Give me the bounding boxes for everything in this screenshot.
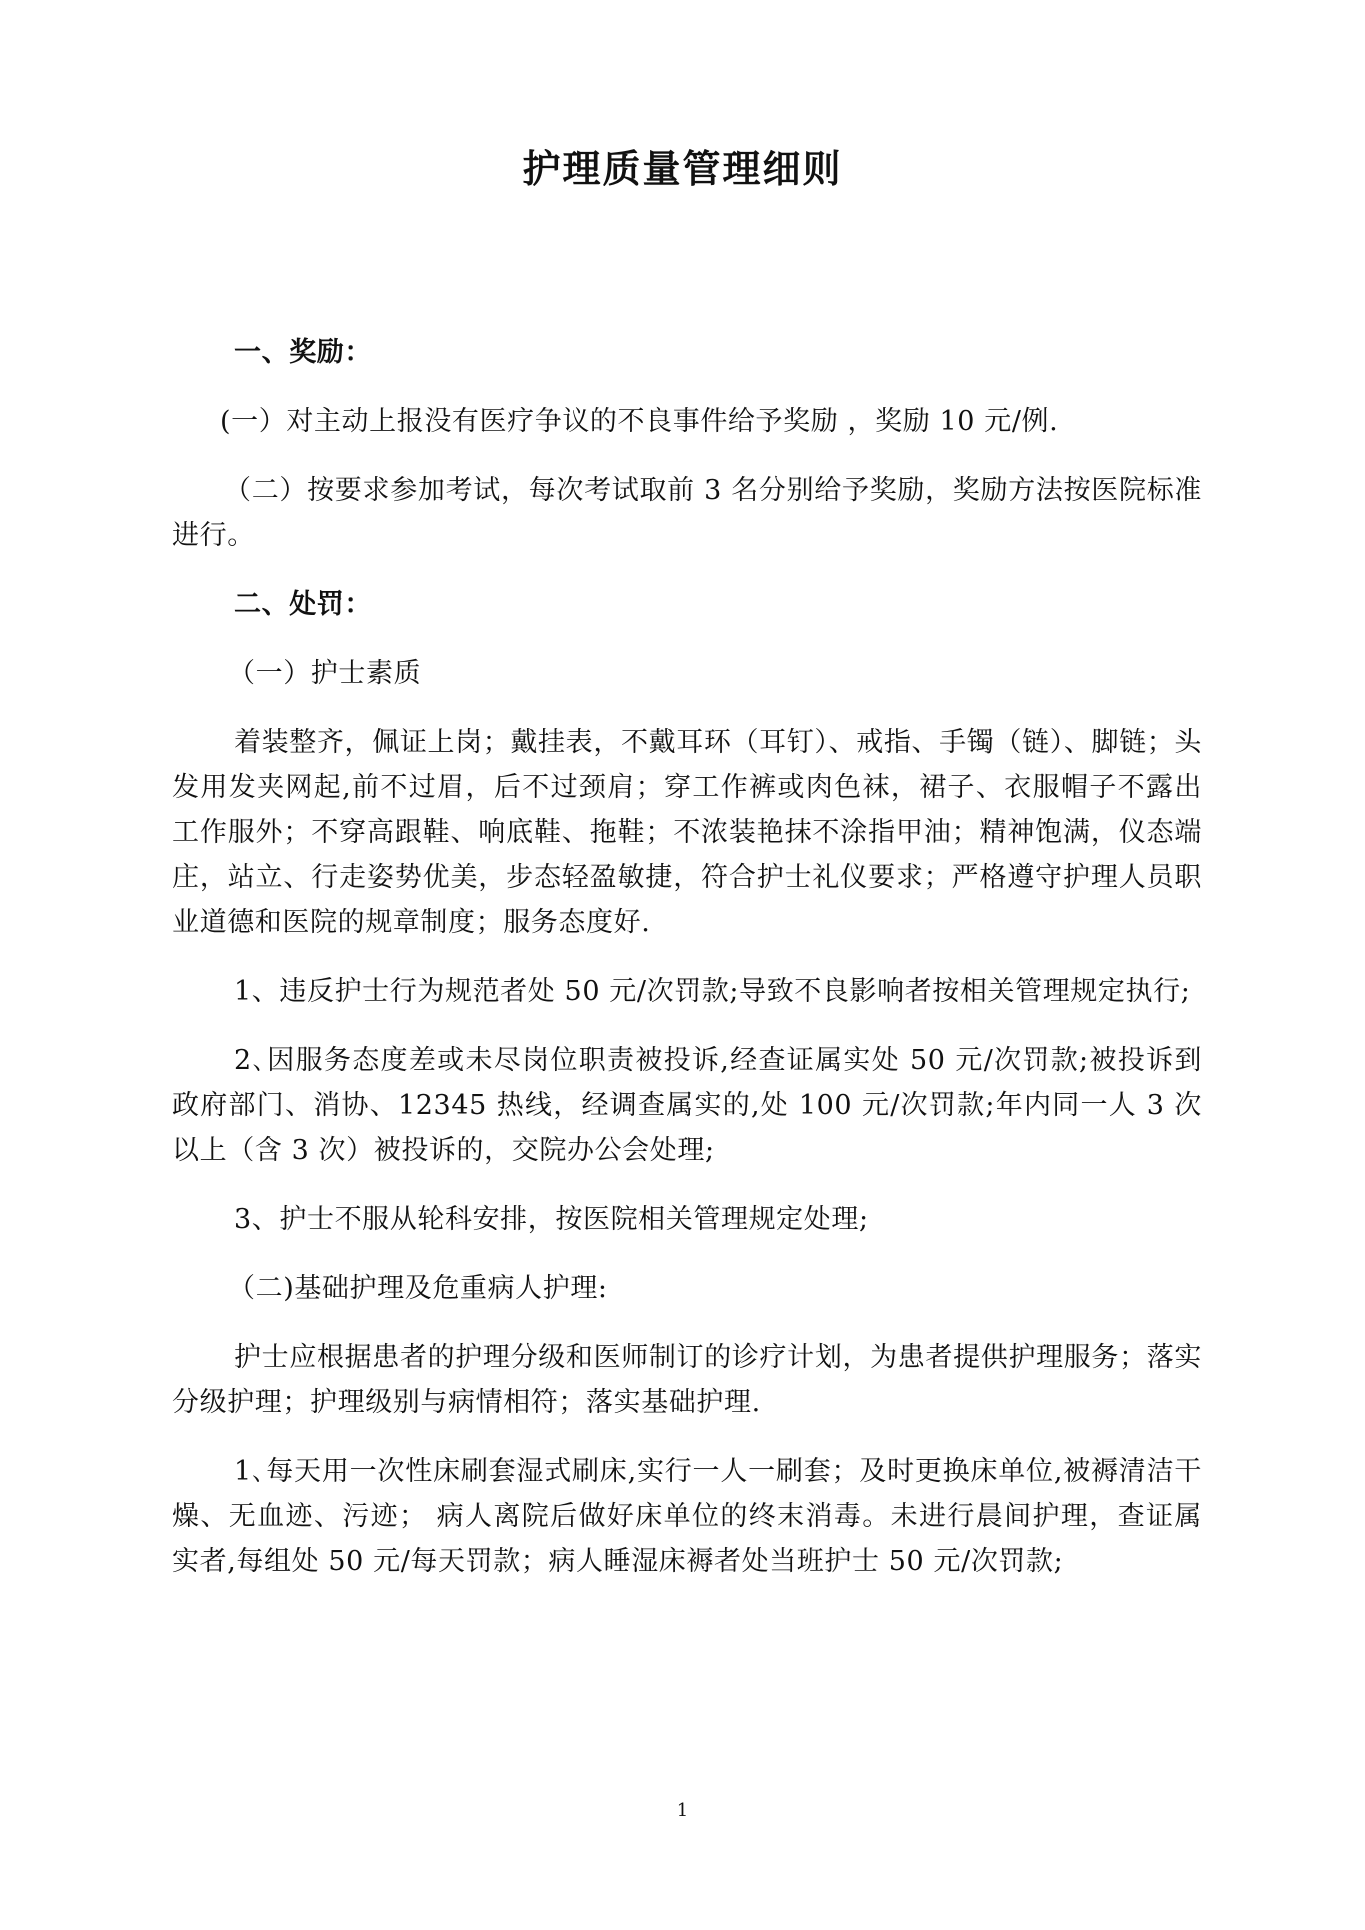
reward-item-1: (一）对主动上报没有医疗争议的不良事件给予奖励 ，奖励 10 元/例.	[220, 406, 1059, 437]
subsection-heading-nurse-quality: （一）护士素质	[228, 658, 422, 689]
section-heading-rewards: 一、奖励：	[234, 337, 372, 368]
nurse-quality-rule-3: 3、护士不服从轮科安排，按医院相关管理规定处理;	[234, 1204, 869, 1235]
nurse-quality-rule-1: 1、违反护士行为规范者处 50 元/次罚款;导致不良影响者按相关管理规定执行;	[234, 976, 1191, 1007]
nurse-quality-rule-2: 2､因服务态度差或未尽岗位职责被投诉,经查证属实处 50 元/次罚款;被投诉到政府部门、消协、12345 热线，经调查属实的,处 100 元/次罚款;年内同一人 3 次以上（含 3 次）被投诉的，交院办公会处理;	[172, 1045, 1202, 1166]
page-number: 1	[676, 1800, 689, 1821]
reward-item-2: （二）按要求参加考试，每次考试取前 3 名分别给予奖励，奖励方法按医院标准进行。	[172, 475, 1202, 551]
nurse-quality-intro: 着装整齐，佩证上岗；戴挂表，不戴耳环（耳钉）、戒指、手镯（链）、脚链；头发用发夹网起,前不过眉，后不过颈肩；穿工作裤或肉色袜，裙子、衣服帽子不露出工作服外；不穿高跟鞋、响底鞋、拖鞋；不浓装艳抹不涂指甲油；精神饱满，仪态端庄，站立、行走姿势优美，步态轻盈敏捷，符合护士礼仪要求；严格遵守护理人员职业道德和医院的规章制度；服务态度好.	[172, 727, 1202, 938]
page-title: 护理质量管理细则	[522, 147, 843, 191]
subsection-heading-basic-care: （二)基础护理及危重病人护理:	[228, 1273, 608, 1304]
basic-care-rule-1: 1､每天用一次性床刷套湿式刷床,实行一人一刷套；及时更换床单位,被褥清洁干燥、无血迹、污迹； 病人离院后做好床单位的终末消毒。未进行晨间护理，查证属实者,每组处 50 元/每天罚款；病人睡湿床褥者处当班护士 50 元/次罚款;	[172, 1456, 1202, 1577]
document-body	[172, 330, 1202, 1608]
section-heading-penalties: 二、处罚：	[234, 589, 372, 620]
basic-care-intro: 护士应根据患者的护理分级和医师制订的诊疗计划，为患者提供护理服务；落实分级护理；护理级别与病情相符；落实基础护理.	[172, 1342, 1202, 1418]
